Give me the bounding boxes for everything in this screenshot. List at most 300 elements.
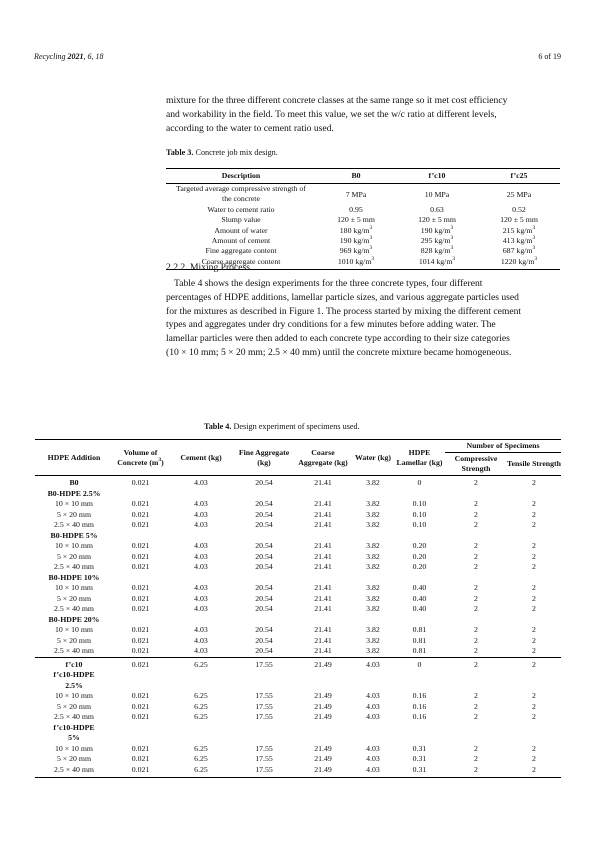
table4-cell: [445, 670, 507, 681]
row-group-label: B0-HDPE 2.5%: [47, 488, 101, 498]
table4-cell: 4.03: [194, 625, 208, 634]
table4-cell: [234, 670, 294, 681]
table4-cell: 17.55: [255, 743, 273, 753]
table4-cell: 0.021: [113, 765, 168, 778]
table4-cell: 20.54: [255, 509, 273, 519]
table4-cell: [234, 573, 294, 584]
table4-cell: 2: [474, 701, 478, 711]
row-label: 10 × 10 mm: [55, 583, 93, 592]
table4-cell: [352, 531, 394, 542]
row-label: 5 × 20 mm: [56, 593, 92, 603]
table4-cell: [168, 723, 234, 734]
table4-cell: 0.021: [131, 583, 150, 592]
table4-cell: [294, 723, 352, 734]
table4-cell: 2: [474, 509, 478, 519]
table3-row: [166, 205, 560, 215]
table4-cell: [294, 670, 352, 681]
table4-cell: 3.82: [366, 562, 380, 571]
table4-cell: 3.82: [366, 499, 380, 508]
row-label: 2.5 × 40 mm: [54, 520, 94, 529]
table4-row: [35, 681, 561, 692]
table4-cell: [352, 615, 394, 626]
header-number-of-specimens: Number of Specimens: [445, 440, 561, 453]
table3-row: [166, 215, 560, 225]
table3-row: [166, 246, 560, 256]
row-label: 5 × 20 mm: [56, 551, 92, 561]
table4-cell: [168, 573, 234, 584]
table4-cell: 6.25: [194, 691, 208, 700]
table4-cell: 2: [507, 657, 561, 670]
table4-cell: 0.40: [412, 583, 427, 592]
table3-cell: Amount of cement: [211, 236, 271, 246]
table3-cell: 687 $kg/m^3$: [502, 245, 536, 256]
table4-cell: [113, 723, 168, 734]
table4-row: [35, 541, 561, 552]
table4-row: [35, 594, 561, 605]
row-label: 10 × 10 mm: [55, 743, 93, 753]
table4-row: [35, 573, 561, 584]
table4-cell: [352, 723, 394, 734]
header-cell: f’c10: [396, 169, 478, 184]
table4-cell: 4.03: [194, 551, 208, 561]
header-hdpe-addition: HDPE Addition: [35, 440, 113, 476]
header-cell: Description: [166, 169, 316, 184]
table3-cell: 25 MPa: [506, 190, 532, 200]
table3-cell: Slump value: [221, 215, 261, 225]
table3-cell: Water to cement ratio: [207, 204, 275, 214]
table4-cell: 21.41: [314, 635, 332, 645]
table4-cell: 0.021: [131, 520, 150, 529]
table4-cell: 3.82: [366, 509, 380, 519]
table4-row: [35, 604, 561, 615]
table4-cell: [294, 733, 352, 744]
table4-cell: 17.55: [234, 657, 294, 670]
table4-cell: 2: [474, 754, 478, 763]
table4-cell: 3.82: [366, 625, 380, 634]
row-label: 5 × 20 mm: [56, 509, 92, 519]
table4-cell: [507, 573, 561, 584]
header-compressive: Compressive Strength: [445, 453, 507, 476]
table4-row: [35, 670, 561, 681]
table4-cell: [294, 531, 352, 542]
table3-cell: 120 ± 5 mm: [500, 215, 538, 225]
table4-cell: [352, 733, 394, 744]
table4-cell: 20.54: [255, 635, 273, 645]
table4: [35, 439, 561, 778]
intro-paragraph: [166, 94, 560, 135]
table4-cell: [445, 489, 507, 500]
table4-cell: [294, 489, 352, 500]
table4-cell: 0.021: [131, 635, 150, 645]
table4-cell: 4.03: [352, 657, 394, 670]
table4-row: [35, 499, 561, 510]
table4-cell: 21.49: [294, 657, 352, 670]
table4-cell: [445, 723, 507, 734]
table4-cell: 20.54: [255, 541, 273, 550]
table4-cell: [234, 723, 294, 734]
table4-cell: 0.16: [412, 701, 427, 711]
row-group-label: 5%: [68, 733, 80, 742]
table4-cell: 0.021: [131, 562, 150, 571]
table4-cell: 21.41: [314, 562, 332, 571]
table4-cell: 4.03: [194, 562, 208, 571]
table4-cell: 0: [394, 476, 445, 489]
table3-cell: 413 $kg/m^3$: [502, 235, 536, 246]
table4-cell: [394, 681, 445, 692]
table4-cell: 2: [474, 583, 478, 592]
table4-cell: 2: [474, 541, 478, 550]
table4-cell: 4.03: [168, 476, 234, 489]
table3-cell: 215 $kg/m^3$: [502, 224, 536, 235]
table4-cell: 3.82: [366, 593, 380, 603]
table4-cell: [507, 531, 561, 542]
table4-cell: 0.31: [412, 743, 427, 753]
table4-cell: [507, 733, 561, 744]
table3-cell: 0.52: [512, 204, 526, 214]
table4-cell: 4.03: [194, 646, 208, 655]
header-water: Water (kg): [352, 440, 394, 476]
table4-cell: 17.55: [255, 691, 273, 700]
table4-cell: [168, 531, 234, 542]
table3-cell: 190 $kg/m^3$: [420, 224, 454, 235]
table3-cell: 1220 $kg/m^3$: [478, 257, 560, 270]
table4-cell: 21.41: [314, 625, 332, 634]
table4-row: [35, 489, 561, 500]
table4-cell: [507, 681, 561, 692]
table4-cell: 2: [474, 691, 478, 700]
table3-cell: 190 $kg/m^3$: [339, 235, 373, 246]
table4-cell: [294, 573, 352, 584]
table4-cell: 21.41: [294, 476, 352, 489]
page-number: 6 of 19: [538, 52, 561, 61]
table3-cell: 0.95: [349, 204, 363, 214]
row-group-label: B0: [35, 476, 113, 489]
table4-cell: 17.55: [255, 754, 273, 763]
table4-row: [35, 636, 561, 647]
table4-cell: 0.40: [412, 593, 427, 603]
table3-cell: Fine aggregate content: [205, 246, 277, 256]
header-tensile: Tensile Strength: [507, 453, 561, 476]
table4-row: [35, 733, 561, 744]
table3-cell: 1014 $kg/m^3$: [396, 257, 478, 270]
table4-cell: [234, 531, 294, 542]
table4-cell: [445, 681, 507, 692]
table4-cell: [113, 573, 168, 584]
table4-cell: 0.021: [131, 509, 150, 519]
table4-cell: 0.20: [412, 562, 427, 571]
table4-cell: 2: [532, 562, 536, 571]
header-hdpe-lamellar: HDPE Lamellar (kg): [394, 440, 445, 476]
table4-cell: 0.021: [131, 712, 150, 721]
row-label: 5 × 20 mm: [56, 701, 92, 711]
table4-cell: 3.82: [366, 541, 380, 550]
row-group-label: f’c10: [35, 657, 113, 670]
table4-cell: 20.54: [255, 520, 273, 529]
row-group-label: B0-HDPE 5%: [50, 530, 98, 540]
table3-cell: 295 $kg/m^3$: [420, 235, 454, 246]
table4-cell: 21.41: [314, 583, 332, 592]
table4-cell: 3.82: [366, 646, 380, 655]
row-group-label: f’c10-HDPE: [53, 722, 95, 732]
table4-cell: 17.55: [255, 712, 273, 721]
table4-row: [35, 765, 561, 778]
table4-cell: 2: [474, 499, 478, 508]
table4-cell: 2: [474, 625, 478, 634]
row-label: 2.5 × 40 mm: [54, 646, 94, 655]
table3-caption: Table 3. Concrete job mix design.: [166, 148, 278, 157]
table4-cell: [507, 723, 561, 734]
table4-cell: 4.03: [366, 754, 380, 763]
table4-cell: 2: [532, 635, 536, 645]
table4-cell: 17.55: [255, 701, 273, 711]
table3-row: [166, 236, 560, 246]
text-line: (10 × 10 mm; 5 × 20 mm; 2.5 × 40 mm) until the concrete mixture became homogeneous.: [166, 346, 512, 358]
table4-row: [35, 510, 561, 521]
table4-cell: 6.25: [168, 657, 234, 670]
table4-cell: 2: [507, 476, 561, 489]
table3-cell: 969 $kg/m^3$: [339, 245, 373, 256]
table4-cell: 4.03: [194, 635, 208, 645]
table4-row: [35, 583, 561, 594]
table4-cell: 0.021: [131, 743, 150, 753]
table4-cell: 2: [532, 520, 536, 529]
table3-cell: Amount of water: [214, 225, 268, 235]
table4-cell: [352, 573, 394, 584]
table4-cell: 2: [532, 499, 536, 508]
table4-cell: 4.03: [366, 712, 380, 721]
table4-cell: 0.021: [131, 691, 150, 700]
table4-cell: 6.25: [194, 712, 208, 721]
table4-cell: 0.021: [113, 476, 168, 489]
table4-cell: 2: [445, 657, 507, 670]
text-line: according to the water to cement ratio used.: [166, 122, 334, 134]
table4-cell: [168, 670, 234, 681]
table4-cell: [294, 681, 352, 692]
table4-cell: 2: [474, 551, 478, 561]
table4-cell: 3.82: [366, 551, 380, 561]
table4-row: [35, 744, 561, 755]
row-label: 2.5 × 40 mm: [54, 604, 94, 613]
table4-cell: 2: [532, 625, 536, 634]
table4-cell: 21.41: [314, 593, 332, 603]
table4-cell: [352, 670, 394, 681]
table3-cell: 180 $kg/m^3$: [339, 224, 373, 235]
row-label: 5 × 20 mm: [56, 754, 92, 763]
table4-cell: 2: [532, 743, 536, 753]
table3-header: [166, 169, 560, 184]
row-group-label: B0-HDPE 20%: [48, 614, 100, 624]
table4-cell: 2: [474, 743, 478, 753]
table4-row: [35, 625, 561, 636]
table4-cell: 2: [474, 712, 478, 721]
table4-cell: 0.10: [412, 509, 427, 519]
table4-cell: 0.20: [412, 541, 427, 550]
table4-cell: [234, 615, 294, 626]
table4-cell: 21.41: [314, 646, 332, 655]
table4-cell: [168, 733, 234, 744]
table4-cell: [352, 489, 394, 500]
table4-row: [35, 476, 561, 489]
table4-cell: 2: [445, 765, 507, 778]
table4-cell: 2: [532, 593, 536, 603]
table4-cell: 4.03: [366, 691, 380, 700]
table4-cell: 20.54: [255, 625, 273, 634]
table4-cell: 4.03: [194, 509, 208, 519]
table4-row: [35, 615, 561, 626]
table4-cell: [294, 615, 352, 626]
table4-cell: 2: [507, 765, 561, 778]
table3-cell: 0.63: [430, 204, 444, 214]
table4-cell: 0.021: [131, 541, 150, 550]
table4-cell: 0.16: [412, 712, 427, 721]
table3: [166, 168, 560, 270]
table4-cell: [168, 615, 234, 626]
table4-cell: 21.49: [294, 765, 352, 778]
table4-cell: 20.54: [255, 499, 273, 508]
table4-cell: 6.25: [168, 765, 234, 778]
table4-cell: 3.82: [366, 635, 380, 645]
table4-cell: 0: [394, 657, 445, 670]
table3-cell: 10 MPa: [424, 190, 450, 200]
table4-cell: 2: [532, 583, 536, 592]
row-label: 10 × 10 mm: [55, 541, 93, 550]
header-cell: B0: [316, 169, 396, 184]
table4-cell: 2: [532, 712, 536, 721]
table4-cell: [394, 723, 445, 734]
table4-cell: 6.25: [194, 743, 208, 753]
row-label: 10 × 10 mm: [55, 691, 93, 700]
table4-row: [35, 691, 561, 702]
table4-cell: [113, 489, 168, 500]
text-line: mixture for the three different concrete classes at the same range so it met cost efficiency: [166, 95, 508, 106]
table4-cell: [445, 733, 507, 744]
table4-row: [35, 712, 561, 723]
table4-cell: 2: [532, 646, 536, 655]
table3-row: [166, 226, 560, 236]
table4-cell: 4.03: [366, 701, 380, 711]
table4-cell: [234, 489, 294, 500]
table4-cell: 21.41: [314, 520, 332, 529]
table4-cell: 0.81: [412, 625, 427, 634]
header-volume: Volume of Concrete $(m^3)$: [113, 440, 168, 476]
table4-cell: 21.41: [314, 604, 332, 613]
table4-cell: 20.54: [255, 646, 273, 655]
table4-cell: 20.54: [255, 604, 273, 613]
table4-cell: 2: [445, 476, 507, 489]
table4-cell: 2: [474, 646, 478, 655]
table4-cell: 6.25: [194, 754, 208, 763]
text-line: lamellar particles were then added to each concrete type according to their size categories: [166, 333, 510, 345]
row-label: 2.5 × 40 mm: [54, 562, 94, 571]
table4-cell: 21.41: [314, 499, 332, 508]
journal-citation: Recycling 2021, 6, 18: [34, 52, 104, 61]
table3-cell: 120 ± 5 mm: [418, 215, 456, 225]
table4-cell: [168, 681, 234, 692]
table4-cell: [445, 531, 507, 542]
text-line: Table 4 shows the design experiments for the three concrete types, four different: [174, 278, 483, 289]
table4-cell: 2: [474, 520, 478, 529]
table4-cell: 2: [474, 635, 478, 645]
table4-cell: 21.41: [314, 541, 332, 550]
table4-cell: [168, 489, 234, 500]
header-cement: Cement (kg): [168, 440, 234, 476]
mixing-paragraph: [166, 277, 560, 360]
table4-cell: 0.31: [394, 765, 445, 778]
table4-row: [35, 646, 561, 657]
table4-cell: [394, 489, 445, 500]
section-heading: 2.2.2. Mixing Process: [166, 262, 250, 273]
table4-caption: Table 4. Design experiment of specimens used.: [204, 422, 360, 431]
table3-row: [166, 184, 560, 205]
table4-cell: 2: [474, 562, 478, 571]
table4-cell: 2: [532, 604, 536, 613]
header-fine-aggregate: Fine Aggregate (kg): [234, 440, 294, 476]
table4-cell: 21.49: [314, 701, 332, 711]
table4-row: [35, 520, 561, 531]
table4-cell: 0.021: [131, 604, 150, 613]
table4-cell: 0.81: [412, 646, 427, 655]
table4-cell: 4.03: [194, 499, 208, 508]
table4-cell: 0.021: [131, 499, 150, 508]
table4-cell: [234, 733, 294, 744]
table4-cell: 0.20: [412, 551, 427, 561]
table4-cell: 20.54: [255, 583, 273, 592]
table4-cell: 0.40: [412, 604, 427, 613]
header-cell: f’c25: [478, 169, 560, 184]
table4-cell: [113, 733, 168, 744]
table4-cell: 4.03: [194, 593, 208, 603]
row-group-label: 2.5%: [65, 680, 83, 690]
table4-cell: 0.021: [131, 593, 150, 603]
table4-cell: 3.82: [366, 583, 380, 592]
table4-cell: 0.31: [412, 754, 427, 763]
text-line: types and aggregates under dry conditions for a few minutes before adding water. The: [166, 319, 496, 331]
row-label: 10 × 10 mm: [55, 499, 93, 508]
table4-cell: 17.55: [234, 765, 294, 778]
table4-cell: [394, 670, 445, 681]
table4-cell: 2: [532, 701, 536, 711]
table4-cell: [113, 531, 168, 542]
row-group-label: B0-HDPE 10%: [48, 572, 100, 582]
table4-row: [35, 657, 561, 670]
table4-cell: [352, 681, 394, 692]
row-label: 5 × 20 mm: [56, 635, 92, 645]
table3-cell: 828 $kg/m^3$: [420, 245, 454, 256]
table4-cell: [394, 531, 445, 542]
table4-cell: [113, 615, 168, 626]
table4-cell: 21.49: [314, 743, 332, 753]
table4-cell: [394, 733, 445, 744]
table4-cell: 4.03: [194, 520, 208, 529]
table4-cell: 21.49: [314, 712, 332, 721]
table4-cell: [445, 573, 507, 584]
table4-row: [35, 702, 561, 713]
table4-cell: 6.25: [194, 701, 208, 711]
text-line: percentages of HDPE additions, lamellar particle sizes, and various aggregate particles used: [166, 291, 519, 303]
table4-row: [35, 552, 561, 563]
table4-cell: [507, 489, 561, 500]
table4-cell: 21.49: [314, 754, 332, 763]
table4-cell: [394, 615, 445, 626]
row-label: 2.5 × 40 mm: [54, 712, 94, 721]
table4-cell: 20.54: [255, 562, 273, 571]
table4-cell: 0.021: [131, 551, 150, 561]
table4-cell: 4.03: [194, 604, 208, 613]
table4-cell: [507, 615, 561, 626]
text-line: for the mixtures as described in Figure 1. The process started by mixing the different cement: [166, 305, 522, 317]
table3-cell: 7 MPa: [345, 190, 367, 200]
table4-cell: 2: [474, 593, 478, 603]
